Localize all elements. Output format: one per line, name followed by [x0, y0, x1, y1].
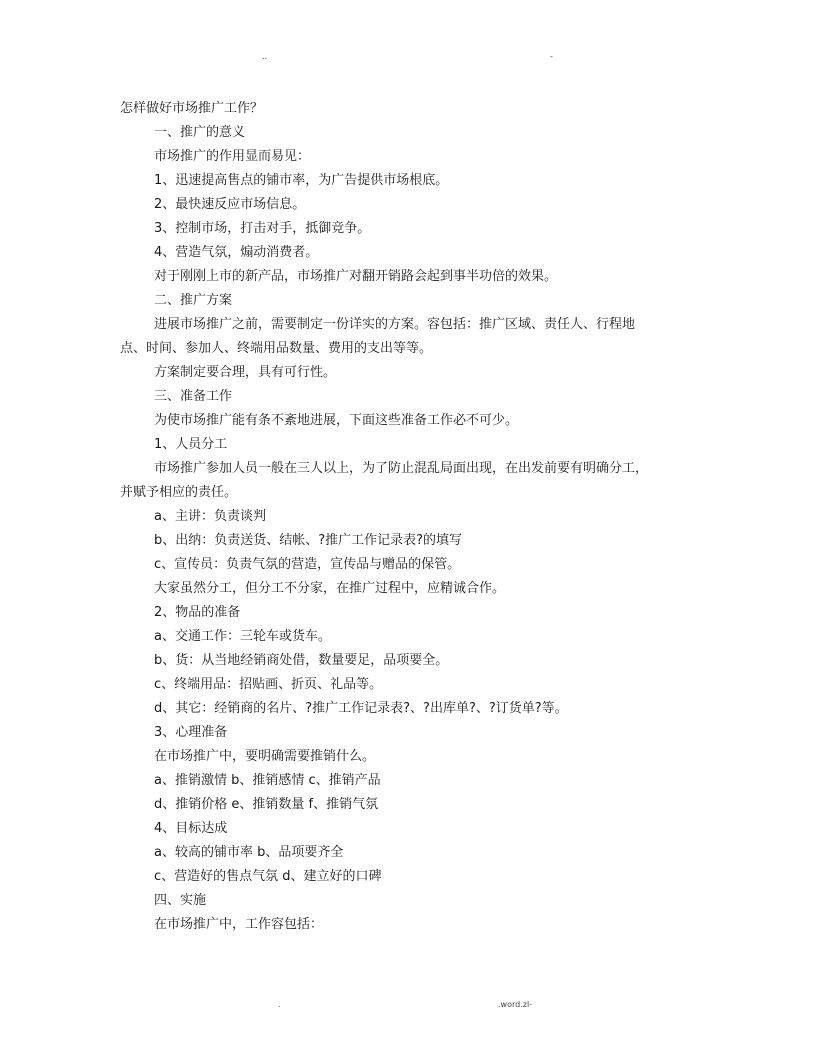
list-item: c、宣传员：负责气氛的营造，宣传品与赠品的保管。 — [154, 557, 461, 572]
list-item: c、终端用品：招贴画、折页、礼品等。 — [154, 677, 383, 692]
list-item: a、主讲：负责谈判 — [154, 509, 266, 524]
section-heading: 四、实施 — [154, 893, 207, 908]
header-right-mark: - — [550, 52, 553, 61]
paragraph-line: 为使市场推广能有条不紊地进展，下面这些准备工作必不可少。 — [154, 413, 519, 428]
document-body — [120, 97, 700, 937]
footer-right-mark: .word.zl- — [498, 1000, 533, 1009]
list-item: a、交通工作：三轮车或货车。 — [154, 629, 331, 644]
paragraph-line: 并赋予相应的责任。 — [120, 485, 238, 500]
footer-left-mark: . — [278, 1000, 281, 1009]
paragraph-line: 点、时间、参加人、终端用品数量、费用的支出等等。 — [120, 341, 433, 356]
subsection-heading: 1、人员分工 — [154, 437, 228, 452]
list-item: 2、最快速反应市场信息。 — [154, 197, 306, 212]
list-item: 3、控制市场，打击对手，抵御竞争。 — [154, 221, 371, 236]
paragraph-line: 大家虽然分工，但分工不分家，在推广过程中，应精诚合作。 — [154, 581, 506, 596]
list-item: b、货：从当地经销商处借，数量要足，品项要全。 — [154, 653, 449, 668]
paragraph-line: 市场推广的作用显而易见： — [154, 149, 311, 164]
paragraph-line: 进展市场推广之前，需要制定一份详实的方案。容包括：推广区域、责任人、行程地 — [154, 317, 636, 332]
list-item: d、推销价格 e、推销数量 f、推销气氛 — [154, 797, 379, 812]
list-item: b、出纳：负责送货、结帐、?推广工作记录表?的填写 — [154, 533, 463, 548]
paragraph-line: 市场推广参加人员一般在三人以上，为了防止混乱局面出现，在出发前要有明确分工， — [154, 461, 649, 476]
section-heading: 三、准备工作 — [154, 389, 233, 404]
document-title: 怎样做好市场推广工作？ — [120, 101, 264, 116]
paragraph-line: 在市场推广中，工作容包括： — [154, 917, 324, 932]
header-left-mark: .. — [262, 52, 268, 61]
paragraph-line: 对于刚刚上市的新产品，市场推广对翻开销路会起到事半功倍的效果。 — [154, 269, 558, 284]
section-heading: 二、推广方案 — [154, 293, 233, 308]
subsection-heading: 4、目标达成 — [154, 821, 228, 836]
list-item: d、其它：经销商的名片、?推广工作记录表?、?出库单?、?订货单?等。 — [154, 701, 568, 716]
list-item: 4、营造气氛，煽动消费者。 — [154, 245, 319, 260]
paragraph-line: 在市场推广中，要明确需要推销什么。 — [154, 749, 376, 764]
list-item: c、营造好的售点气氛 d、建立好的口碑 — [154, 869, 382, 884]
list-item: a、较高的铺市率 b、品项要齐全 — [154, 845, 344, 860]
list-item: a、推销激情 b、推销感情 c、推销产品 — [154, 773, 381, 788]
subsection-heading: 3、心理准备 — [154, 725, 228, 740]
section-heading: 一、推广的意义 — [154, 125, 246, 140]
subsection-heading: 2、物品的准备 — [154, 605, 241, 620]
paragraph-line: 方案制定要合理，具有可行性。 — [154, 365, 337, 380]
list-item: 1、迅速提高售点的铺市率，为广告提供市场根底。 — [154, 173, 449, 188]
